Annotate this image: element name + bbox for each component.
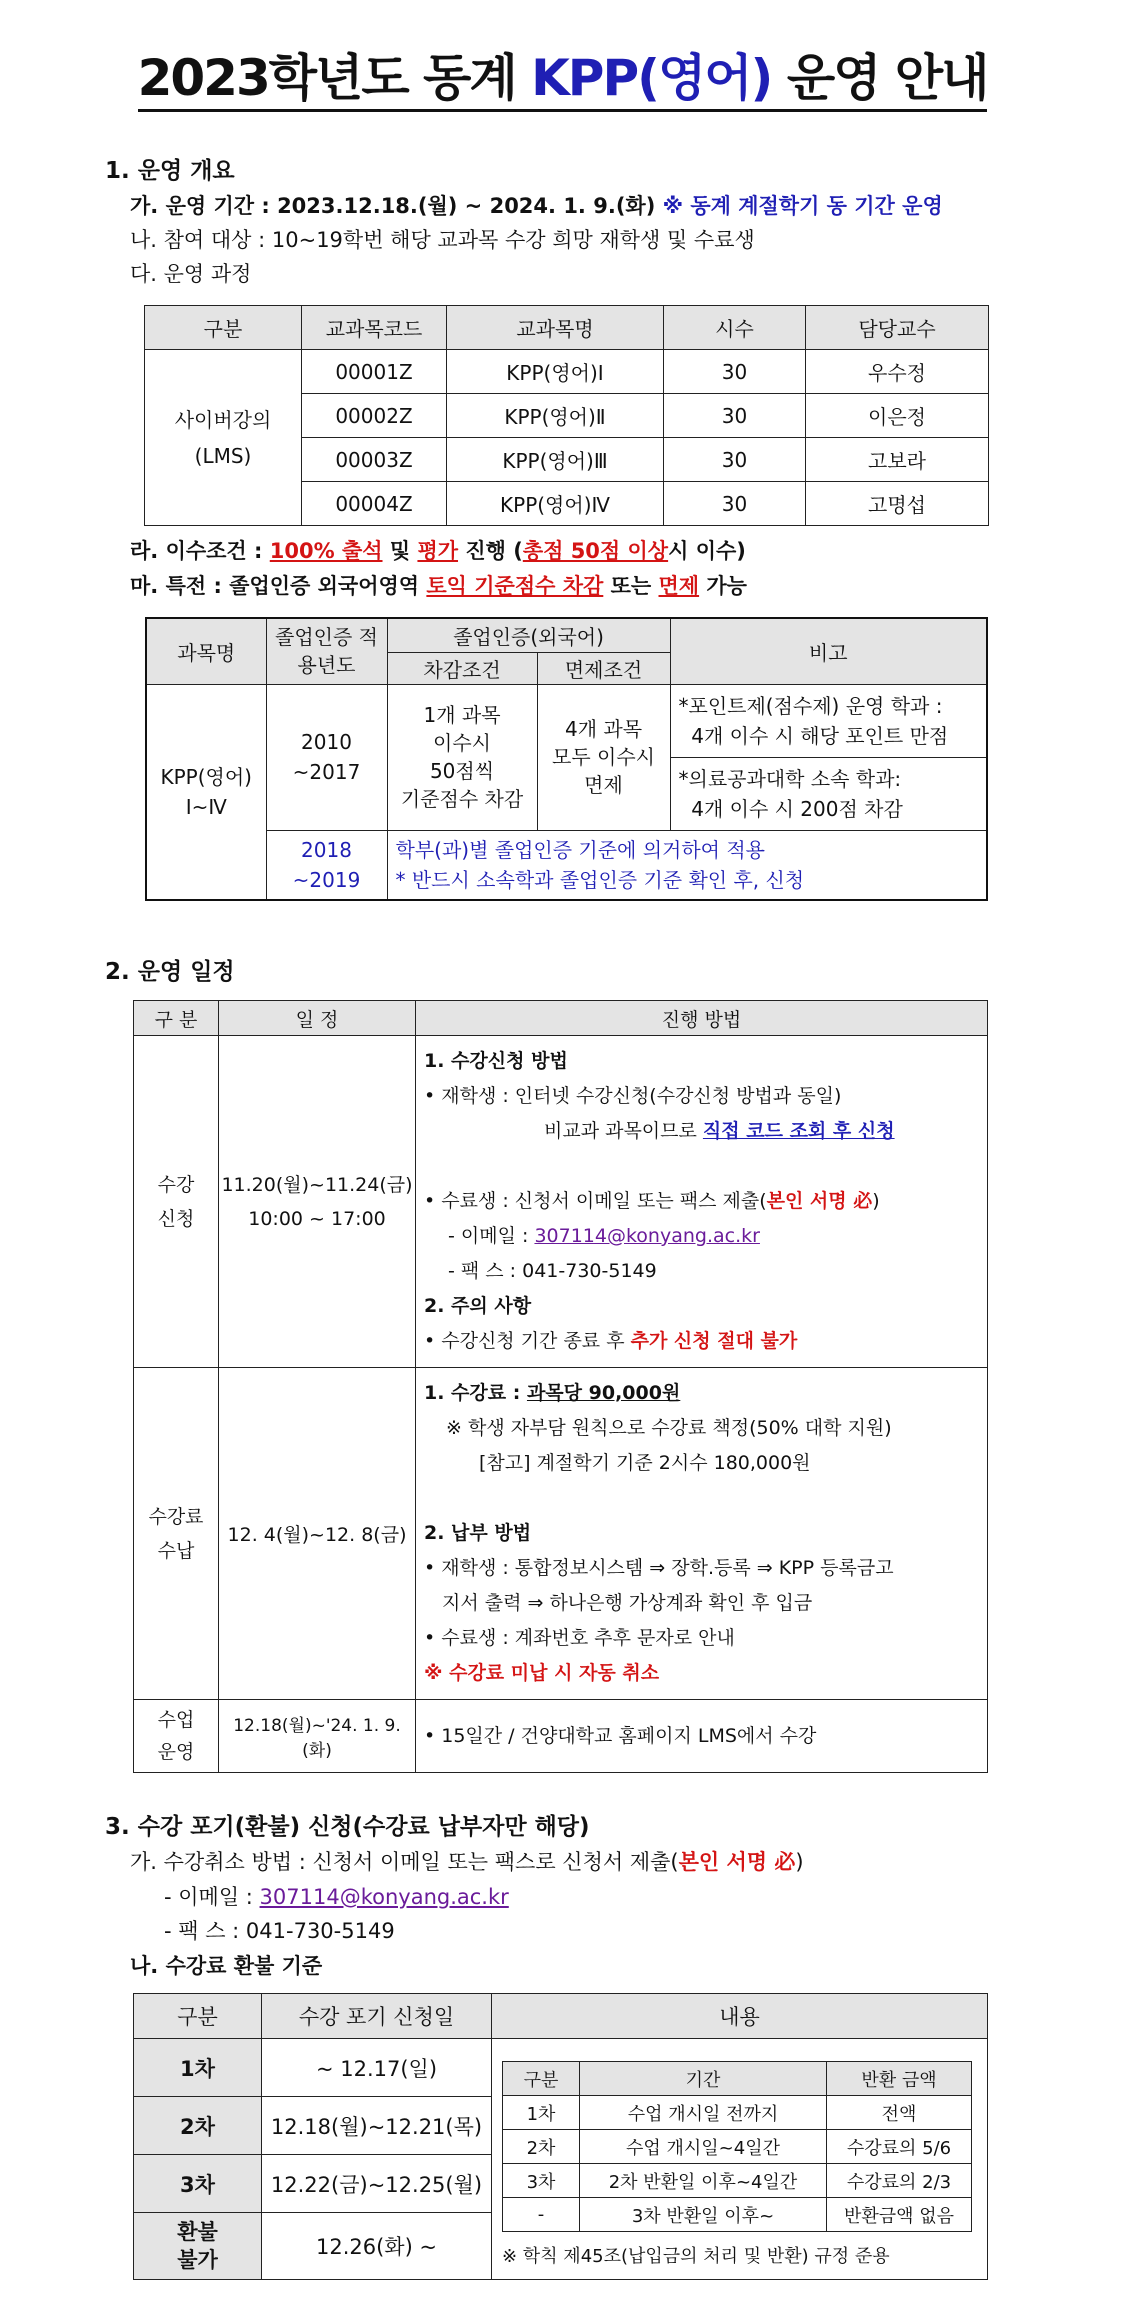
course-line: 다. 운영 과정 <box>130 262 252 286</box>
section-2-heading: 2. 운영 일정 <box>105 959 235 985</box>
schedule-table: 구 분 일 정 진행 방법 수강 신청 11.20(월)~11.24(금) 10:00 ~ 17:00 1. 수강신청 방법 • 재학생 : 인터넷 수강신청(수강신청 방법과 동일) 비교과 과목이므로 직접 코드 조회 후 신청 • 수료생 : 신청서 이메일 또는 팩스 제출(본인 서명 必) - 이메일 : 307114@konyang.ac.kr - 팩 스 : 041-730-5149 2. 주의 사항 • 수강신청 기간 종료 후 추가 신청 절대 불가 수강료 수납 12. 4(월)~12. 8(금) 1. 수강료 : 과목당 90,000원 ※ 학생 자부담 원칙으로 수강료 책정(50% 대학 지원) [참고] 계절학기 기준 2시수 180,000원 2. 납부 방법 • 재학생 : 통합정보시스템 ⇒ 장학.등록 ⇒ KPP 등록금고 지서 출력 ⇒ 하나은행 가상계좌 확인 후 입금 • 수료생 : 계좌번호 추후 문자로 안내 ※ 수강료 미납 시 자동 취소 수업 운영 12.18(월)~'24. 1. 9.(화) • 15일간 / 건양대학교 홈페이지 LMS에서 수강 <box>133 1000 988 1773</box>
period-line: 가. 운영 기간 : 2023.12.18.(월) ~ 2024. 1. 9.(화) ※ 동계 계절학기 동 기간 운영 <box>130 194 943 218</box>
certification-table: 과목명 졸업인증 적용년도 졸업인증(외국어) 비고 차감조건 면제조건 KPP(영어) Ⅰ~Ⅳ 2010 ~2017 1개 과목 이수시 50점씩 기준점수 차감 4개 과목 모두 이수시 면제 *포인트제(점수제) 운영 학과 : 4개 이수 시 해당 포인트 만점 *의료공과대학 소속 학과: 4개 이수 시 200점 차감 2018 ~2019 학부(과)별 졸업인증 기준에 의거하여 적용 * 반드시 소속학과 졸업인증 기준 확인 후, 신청 <box>145 617 988 901</box>
completion-line: 라. 이수조건 : 100% 출석 및 평가 진행 (총점 50점 이상시 이수) <box>130 539 746 563</box>
title-part-1: 2023학년도 동계 <box>137 49 532 107</box>
benefit-line: 마. 특전 : 졸업인증 외국어영역 토익 기준점수 차감 또는 면제 가능 <box>130 574 747 598</box>
course-group: 사이버강의 (LMS) <box>145 350 302 526</box>
target-line: 나. 참여 대상 : 10~19학번 해당 교과목 수강 희망 재학생 및 수료생 <box>130 228 755 252</box>
title-part-2: KPP(영어) <box>531 49 772 107</box>
refund-inner-table: 구분 기간 반환 금액 1차 수업 개시일 전까지 전액 2차 수업 개시일~4일간 수강료의 5/6 3차 2차 반환일 이후~4일간 수강료의 2/3 - 3차 반환일 이후~ 반환금액 없음 <box>502 2061 972 2232</box>
page-title <box>0 38 1125 110</box>
title-part-3: 운영 안내 <box>771 49 988 107</box>
cancel-email-line: - 이메일 : 307114@konyang.ac.kr <box>164 1885 509 1909</box>
refund-table: 구분 수강 포기 신청일 내용 1차 ~ 12.17(일) 구분 기간 반환 금액 1차 수업 개시일 전까지 전액 2차 수업 개시일~4일간 수강료의 5/6 3차 2차 반환일 이후~4일간 수강료의 2/3 - 3차 반환일 이후~ 반환금액 없음 ※ 학칙 제45조(납입금의 처리 및 반환) 규정 준용 2차 12.18(월)~12.21(목) 3차 12.22(금)~12.25(월) 환불 불가 12.26(화) ~ <box>133 1993 988 2280</box>
section-1-heading: 1. 운영 개요 <box>105 158 235 184</box>
course-table: 구분 교과목코드 교과목명 시수 담당교수 사이버강의 (LMS) 00001Z KPP(영어)Ⅰ 30 우수정 00002Z KPP(영어)Ⅱ 30 이은정 00003Z KPP(영어)Ⅲ 30 고보라 00004Z KPP(영어)Ⅳ 30 고명섭 <box>144 305 989 526</box>
email-link-1[interactable]: 307114@konyang.ac.kr <box>534 1225 760 1247</box>
refund-heading: 나. 수강료 환불 기준 <box>130 1954 323 1978</box>
refund-rule: ※ 학칙 제45조(납입금의 처리 및 반환) 규정 준용 <box>502 2246 890 2267</box>
cancel-fax-line: - 팩 스 : 041-730-5149 <box>164 1919 395 1943</box>
email-link-2[interactable]: 307114@konyang.ac.kr <box>259 1885 509 1909</box>
section-3-heading: 3. 수강 포기(환불) 신청(수강료 납부자만 해당) <box>105 1814 590 1840</box>
cancel-method-line: 가. 수강취소 방법 : 신청서 이메일 또는 팩스로 신청서 제출(본인 서명 必) <box>130 1850 804 1874</box>
